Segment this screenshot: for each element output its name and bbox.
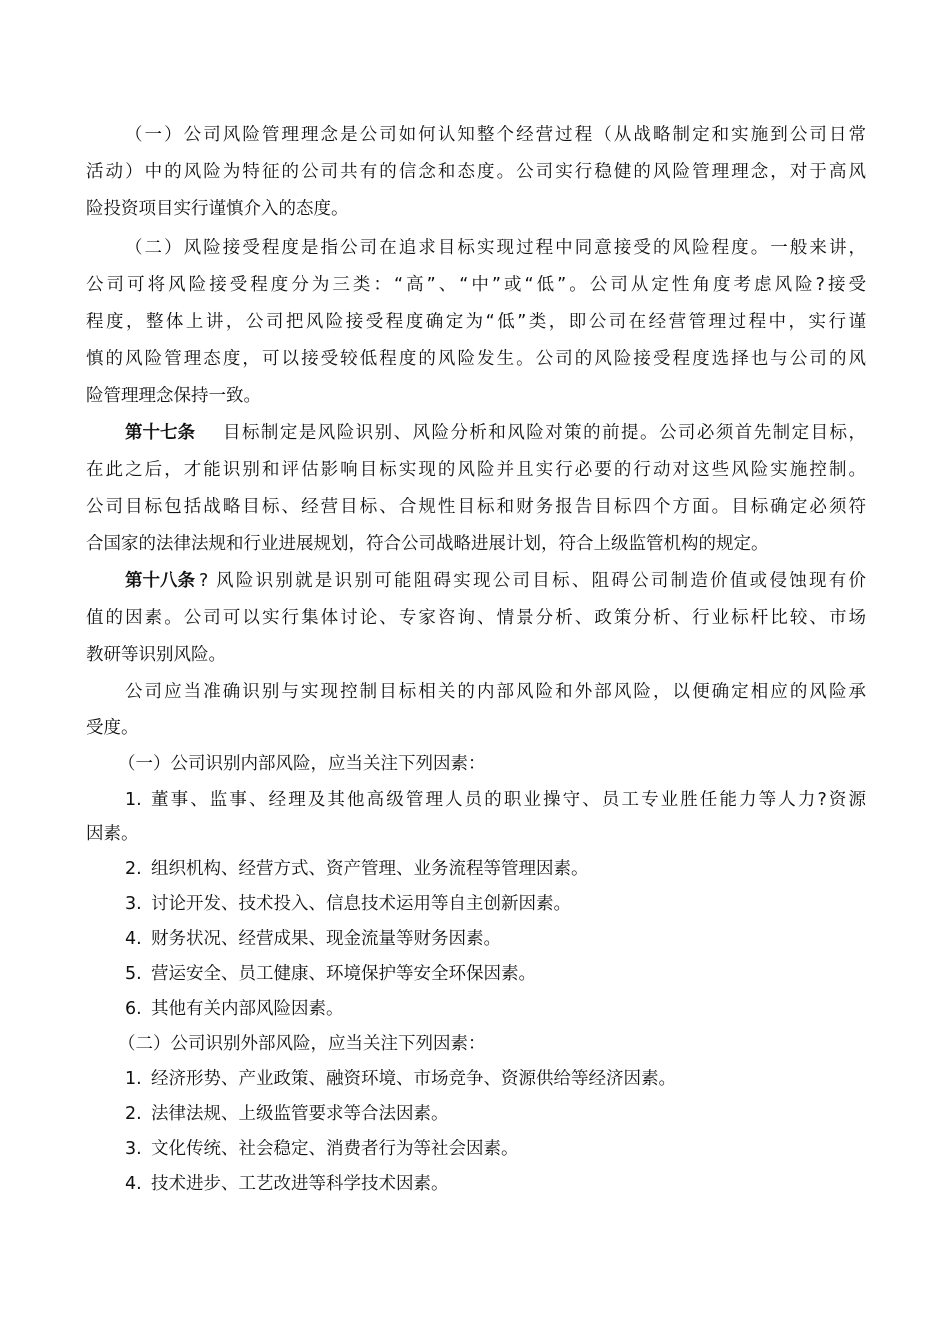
paragraph-line: 公司应当准确识别与实现控制目标相关的内部风险和外部风险，以便确定相应的风险承: [125, 682, 866, 702]
list-text: 技术进步、工艺改进等科学技术因素。: [151, 1174, 449, 1194]
list-item: [125, 1102, 905, 1126]
list-number: 2.: [125, 1104, 142, 1124]
paragraph-line: ? 风险识别就是识别可能阻碍实现公司目标、阻碍公司制造价值或侵蚀现有价: [199, 571, 866, 591]
paragraph-line: 教研等识别风险。: [86, 645, 226, 665]
article-18-first-line: [125, 569, 866, 593]
paragraph-line: 公司目标包括战略目标、经营目标、合规性目标和财务报告目标四个方面。目标确定必须符: [86, 497, 866, 517]
paragraph-line: 慎的风险管理态度，可以接受较低程度的风险发生。公司的风险接受程度选择也与公司的风: [86, 349, 866, 369]
list-number: 3.: [125, 1139, 142, 1159]
list-text: 讨论开发、技术投入、信息技术运用等自主创新因素。: [151, 894, 571, 914]
paragraph-line: 在此之后，才能识别和评估影响目标实现的风险并且实行必要的行动对这些风险实施控制。: [86, 460, 866, 480]
list-item: [125, 1137, 905, 1161]
list-text: 财务状况、经营成果、现金流量等财务因素。: [151, 929, 501, 949]
list-number: 2.: [125, 859, 142, 879]
list-item: [125, 997, 905, 1021]
list-text: 营运安全、员工健康、环境保护等安全环保因素。: [151, 964, 536, 984]
paragraph-line: 合国家的法律法规和行业进展规划，符合公司战略进展计划，符合上级监管机构的规定。: [86, 534, 769, 554]
list-text: 其他有关内部风险因素。: [151, 999, 344, 1019]
paragraph-line: 程度，整体上讲，公司把风险接受程度确定为“低”类，即公司在经营管理过程中，实行谨: [86, 312, 866, 332]
list-item: [125, 962, 905, 986]
paragraph-line: 值的因素。公司可以实行集体讨论、专家咨询、情景分析、政策分析、行业标杆比较、市场: [86, 608, 866, 628]
article-18-label: 第十八条: [125, 571, 195, 591]
paragraph-line: 目标制定是风险识别、风险分析和风险对策的前提。公司必须首先制定目标，: [223, 423, 866, 443]
list-item: [125, 927, 905, 951]
list-number: 1.: [125, 1069, 142, 1089]
list-number: 6.: [125, 999, 142, 1019]
list-text-continued: 因素。: [86, 824, 139, 844]
paragraph-line: 险投资项目实行谨慎介入的态度。: [86, 199, 349, 219]
paragraph-line: 险管理理念保持一致。: [86, 386, 261, 406]
paragraph-line: 活动）中的风险为特征的公司共有的信念和态度。公司实行稳健的风险管理理念，对于高风: [86, 162, 866, 182]
paragraph-line: （一）公司风险管理理念是公司如何认知整个经营过程（从战略制定和实施到公司日常: [125, 125, 866, 145]
list-text: 组织机构、经营方式、资产管理、业务流程等管理因素。: [151, 859, 589, 879]
list-number: 4.: [125, 929, 142, 949]
list-item: [125, 1067, 905, 1091]
list-text: 经济形势、产业政策、融资环境、市场竞争、资源供给等经济因素。: [151, 1069, 676, 1089]
internal-risk-heading: （一）公司识别内部风险，应当关注下列因素：: [118, 754, 486, 774]
article-17-label: 第十七条: [125, 423, 195, 443]
list-item: [125, 788, 866, 812]
paragraph-line: （二）风险接受程度是指公司在追求目标实现过程中同意接受的风险程度。一般来讲，: [125, 238, 866, 258]
paragraph-line: 公司可将风险接受程度分为三类：“高”、“中”或“低”。公司从定性角度考虑风险?接受: [86, 275, 866, 295]
paragraph-line: 受度。: [86, 718, 139, 738]
list-item: [125, 892, 905, 916]
list-text: 董事、监事、经理及其他高级管理人员的职业操守、员工专业胜任能力等人力?资源: [151, 790, 866, 810]
list-number: 5.: [125, 964, 142, 984]
list-number: 1.: [125, 790, 142, 810]
list-item: [125, 1172, 905, 1196]
list-item: [125, 857, 905, 881]
external-risk-heading: （二）公司识别外部风险，应当关注下列因素：: [118, 1034, 486, 1054]
list-text: 文化传统、社会稳定、消费者行为等社会因素。: [151, 1139, 519, 1159]
list-text: 法律法规、上级监管要求等合法因素。: [151, 1104, 449, 1124]
list-number: 4.: [125, 1174, 142, 1194]
article-17-first-line: [125, 421, 866, 445]
list-number: 3.: [125, 894, 142, 914]
